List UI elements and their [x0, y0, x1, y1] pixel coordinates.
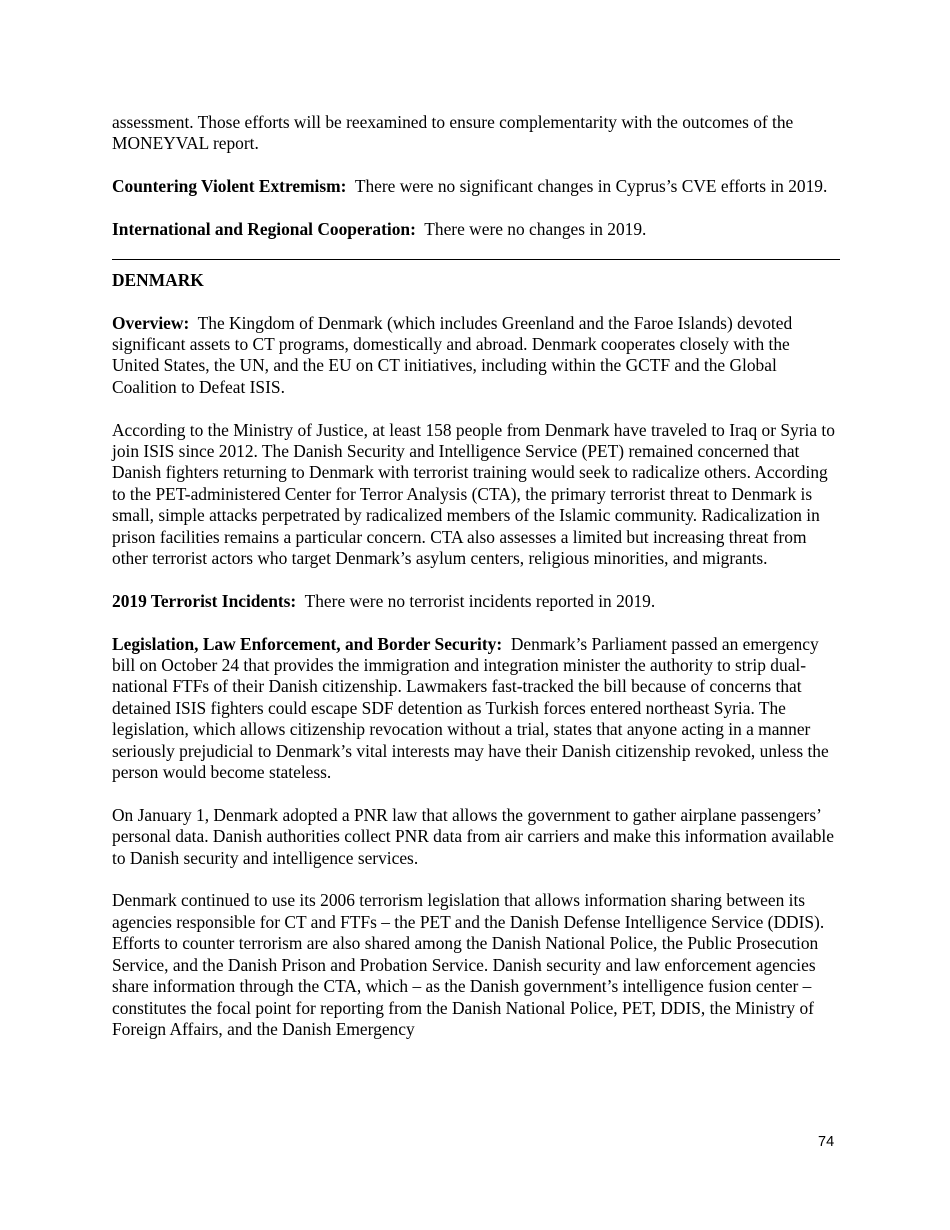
- cyprus-cooperation-label: International and Regional Cooperation:: [112, 219, 416, 239]
- continuation-paragraph: assessment. Those efforts will be reexamined to ensure complementarity with the outcomes of the MONEYVAL report.: [112, 112, 794, 154]
- info-sharing-paragraph: Denmark continued to use its 2006 terrorism legislation that allows information sharing between its agencies responsible for CT and FTFs – the PET and the Danish Defense Intelligence Service (DDIS). Efforts to counter terrorism are also shared among the Danish National Police, the Public Prosecution Service, and the Danish Prison and Probation Service. Danish security and law enforcement agencies share information through the CTA, which – as the Danish government’s intelligence fusion center – constitutes the focal point for reporting from the Danish National Police, PET, DDIS, the Ministry of Foreign Affairs, and the Danish Emergency: [112, 890, 825, 1039]
- overview-label: Overview:: [112, 312, 190, 333]
- section-divider: [112, 259, 840, 260]
- country-heading: DENMARK: [112, 269, 204, 290]
- overview-paragraph: [112, 313, 840, 399]
- legislation-paragraph: [112, 634, 840, 784]
- incidents-label: 2019 Terrorist Incidents:: [112, 590, 297, 611]
- overview-text: The Kingdom of Denmark (which includes Greenland and the Faroe Islands) devoted significant assets to CT programs, domestically and abroad. Denmark cooperates closely with the United States, the UN, and the EU on CT initiatives, including within the GCTF and the Global Coalition to Defeat ISIS.: [112, 312, 793, 397]
- cyprus-cooperation-paragraph: [112, 219, 840, 240]
- cyprus-cooperation-text: There were no changes in 2019.: [424, 219, 647, 239]
- legislation-label: Legislation, Law Enforcement, and Border Security:: [112, 633, 503, 654]
- pnr-paragraph: On January 1, Denmark adopted a PNR law that allows the government to gather airplane passengers’ personal data. Danish authorities collect PNR data from air carriers and make this information available to Danish security and intelligence services.: [112, 804, 834, 868]
- cyprus-cve-paragraph: [112, 176, 840, 197]
- cyprus-cve-text: There were no significant changes in Cyprus’s CVE efforts in 2019.: [354, 176, 828, 197]
- incidents-text: There were no terrorist incidents reported in 2019.: [304, 590, 656, 611]
- document-page: [112, 112, 840, 1062]
- legislation-text: Denmark’s Parliament passed an emergency bill on October 24 that provides the immigration and integration minister the authority to strip dual-national FTFs of their Danish citizenship. Lawmakers fast-tracked the bill because of concerns that detained ISIS fighters could escape SDF detention as Turkish forces entered northeast Syria. The legislation, which allows citizenship revocation without a trial, states that anyone acting in a manner seriously prejudicial to Denmark’s vital interests may have their Danish citizenship revoked, unless the person would become stateless.: [112, 633, 829, 783]
- page-number: 74: [818, 1134, 835, 1150]
- cyprus-cve-label: Countering Violent Extremism:: [112, 176, 347, 197]
- threat-paragraph: According to the Ministry of Justice, at least 158 people from Denmark have traveled to Iraq or Syria to join ISIS since 2012. The Danish Security and Intelligence Service (PET) remained concerned that Danish fighters returning to Denmark with terrorist training would seek to radicalize others. According to the PET-administered Center for Terror Analysis (CTA), the primary terrorist threat to Denmark is small, simple attacks perpetrated by radicalized members of the Islamic community. Radicalization in prison facilities remains a particular concern. CTA also assesses a limited but increasing threat from other terrorist actors who target Denmark’s asylum centers, religious minorities, and migrants.: [112, 419, 835, 569]
- incidents-paragraph: [112, 591, 840, 612]
